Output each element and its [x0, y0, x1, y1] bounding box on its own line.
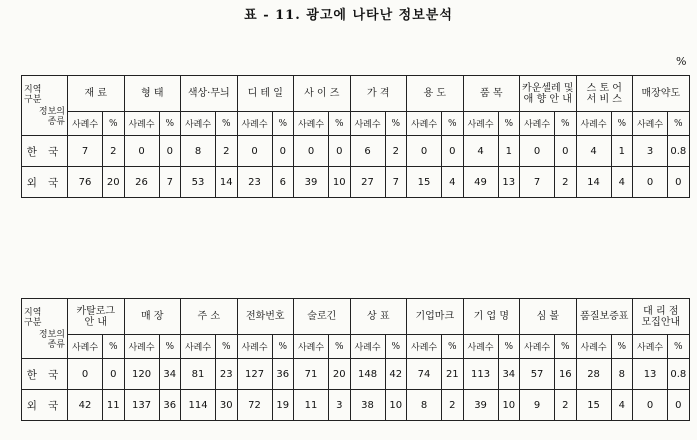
- count-subheader: 사례수: [350, 112, 385, 136]
- count-cell: 0: [237, 136, 272, 167]
- count-subheader: 사례수: [68, 335, 103, 359]
- percent-subheader: %: [498, 335, 520, 359]
- count-subheader: 사례수: [633, 112, 668, 136]
- percent-cell: 21: [442, 359, 464, 390]
- percent-cell: 11: [103, 390, 125, 421]
- percent-cell: 20: [329, 359, 351, 390]
- percent-subheader: %: [385, 335, 407, 359]
- count-cell: 53: [181, 167, 216, 198]
- table-row: [22, 167, 690, 198]
- count-cell: 0: [633, 167, 668, 198]
- corner-bottom-label: [24, 308, 41, 328]
- region-label: 한 국: [22, 136, 68, 167]
- percent-cell: 4: [611, 390, 633, 421]
- count-cell: 28: [576, 359, 611, 390]
- topic-header: 술로긴: [294, 299, 351, 335]
- count-cell: 49: [463, 167, 498, 198]
- percent-cell: 7: [385, 167, 407, 198]
- percent-cell: 8: [611, 359, 633, 390]
- percent-cell: 6: [272, 167, 294, 198]
- topic-header: 스 토 어 서 비 스: [576, 76, 633, 112]
- table-row: [22, 136, 690, 167]
- percent-cell: 1: [498, 136, 520, 167]
- info-table-2: [21, 298, 690, 421]
- count-cell: 15: [576, 390, 611, 421]
- count-subheader: 사례수: [576, 112, 611, 136]
- count-cell: 72: [237, 390, 272, 421]
- corner-top-line2: 종류: [47, 339, 65, 350]
- percent-cell: 0: [668, 167, 690, 198]
- percent-subheader: %: [216, 112, 238, 136]
- count-cell: 26: [124, 167, 159, 198]
- topic-header: 품질보증표: [576, 299, 633, 335]
- topic-header: 카운셀레 및 애 향 안 내: [520, 76, 577, 112]
- count-cell: 8: [181, 136, 216, 167]
- percent-cell: 16: [555, 359, 577, 390]
- corner-bottom-line2: 구분: [24, 317, 42, 328]
- count-cell: 6: [350, 136, 385, 167]
- count-cell: 0: [68, 359, 103, 390]
- percent-subheader: %: [103, 112, 125, 136]
- page-title: 표 - 11. 광고에 나타난 정보분석: [244, 8, 453, 23]
- percent-subheader: %: [329, 112, 351, 136]
- percent-subheader: %: [103, 335, 125, 359]
- percent-subheader: %: [668, 335, 690, 359]
- topic-header: 색상·무늬: [181, 76, 238, 112]
- topic-header: 품 목: [463, 76, 520, 112]
- topic-header: 매장약도: [633, 76, 690, 112]
- corner-bottom-line2: 구분: [24, 94, 42, 105]
- count-subheader: 사례수: [124, 335, 159, 359]
- percent-cell: 4: [611, 167, 633, 198]
- count-cell: 76: [68, 167, 103, 198]
- percent-cell: 2: [385, 136, 407, 167]
- corner-bottom-label: [24, 85, 41, 105]
- count-cell: 0: [633, 390, 668, 421]
- topic-header: 기업마크: [407, 299, 464, 335]
- topic-header: 디 테 일: [237, 76, 294, 112]
- count-cell: 8: [407, 390, 442, 421]
- count-subheader: 사례수: [181, 112, 216, 136]
- count-cell: 7: [68, 136, 103, 167]
- count-cell: 38: [350, 390, 385, 421]
- topic-header: 카탈로그 안 내: [68, 299, 125, 335]
- count-subheader: 사례수: [237, 335, 272, 359]
- count-cell: 4: [576, 136, 611, 167]
- percent-subheader: %: [555, 335, 577, 359]
- topic-header: 가 격: [350, 76, 407, 112]
- count-cell: 39: [294, 167, 329, 198]
- percent-cell: 20: [103, 167, 125, 198]
- count-cell: 114: [181, 390, 216, 421]
- topic-header: 재 료: [68, 76, 125, 112]
- percent-cell: 1: [611, 136, 633, 167]
- percent-cell: 0: [103, 359, 125, 390]
- corner-top-label: [39, 330, 65, 350]
- count-subheader: 사례수: [520, 335, 555, 359]
- corner-top-label: [39, 107, 65, 127]
- percent-subheader: %: [442, 112, 464, 136]
- corner-top-line1: 정보의: [38, 329, 65, 340]
- count-subheader: 사례수: [576, 335, 611, 359]
- count-cell: 15: [407, 167, 442, 198]
- percent-cell: 10: [329, 167, 351, 198]
- topic-header: 매 장: [124, 299, 181, 335]
- count-cell: 7: [520, 167, 555, 198]
- count-cell: 39: [463, 390, 498, 421]
- corner-top-line1: 정보의: [38, 106, 65, 117]
- percent-cell: 34: [159, 359, 181, 390]
- info-table-1: [21, 75, 690, 198]
- percent-subheader: %: [611, 335, 633, 359]
- count-subheader: 사례수: [294, 112, 329, 136]
- count-subheader: 사례수: [181, 335, 216, 359]
- region-label: 외 국: [22, 390, 68, 421]
- region-label: 외 국: [22, 167, 68, 198]
- percent-cell: 7: [159, 167, 181, 198]
- percent-cell: 0.8: [668, 136, 690, 167]
- percent-subheader: %: [216, 335, 238, 359]
- count-cell: 14: [576, 167, 611, 198]
- table-row: [22, 390, 690, 421]
- percent-cell: 2: [216, 136, 238, 167]
- count-cell: 23: [237, 167, 272, 198]
- count-subheader: 사례수: [633, 335, 668, 359]
- corner-cell: [22, 299, 68, 359]
- count-cell: 71: [294, 359, 329, 390]
- count-cell: 137: [124, 390, 159, 421]
- count-subheader: 사례수: [68, 112, 103, 136]
- topic-header: 심 볼: [520, 299, 577, 335]
- topic-header: 주 소: [181, 299, 238, 335]
- count-cell: 13: [633, 359, 668, 390]
- count-subheader: 사례수: [407, 112, 442, 136]
- topic-header: 상 표: [350, 299, 407, 335]
- percent-subheader: %: [442, 335, 464, 359]
- percent-cell: 23: [216, 359, 238, 390]
- corner-bottom-line1: 지역: [24, 307, 42, 318]
- percent-cell: 34: [498, 359, 520, 390]
- percent-cell: 2: [555, 167, 577, 198]
- count-cell: 9: [520, 390, 555, 421]
- percent-cell: 42: [385, 359, 407, 390]
- corner-bottom-line1: 지역: [24, 84, 42, 95]
- count-cell: 0: [520, 136, 555, 167]
- percent-subheader: %: [159, 112, 181, 136]
- topic-header: 전화번호: [237, 299, 294, 335]
- percent-cell: 0: [329, 136, 351, 167]
- table-row: [22, 359, 690, 390]
- percent-cell: 10: [498, 390, 520, 421]
- corner-cell: [22, 76, 68, 136]
- percent-cell: 10: [385, 390, 407, 421]
- count-cell: 113: [463, 359, 498, 390]
- count-cell: 74: [407, 359, 442, 390]
- count-subheader: 사례수: [463, 335, 498, 359]
- region-label: 한 국: [22, 359, 68, 390]
- count-cell: 57: [520, 359, 555, 390]
- percent-subheader: %: [611, 112, 633, 136]
- count-subheader: 사례수: [237, 112, 272, 136]
- count-cell: 11: [294, 390, 329, 421]
- topic-header: 용 도: [407, 76, 464, 112]
- percent-cell: 2: [555, 390, 577, 421]
- percent-subheader: %: [498, 112, 520, 136]
- percent-cell: 36: [159, 390, 181, 421]
- count-subheader: 사례수: [407, 335, 442, 359]
- topic-header: 대 리 점 모집안내: [633, 299, 690, 335]
- percent-subheader: %: [272, 335, 294, 359]
- percent-subheader: %: [329, 335, 351, 359]
- percent-subheader: %: [385, 112, 407, 136]
- count-cell: 27: [350, 167, 385, 198]
- percent-cell: 0.8: [668, 359, 690, 390]
- count-cell: 127: [237, 359, 272, 390]
- percent-cell: 0: [272, 136, 294, 167]
- unit-note: %: [676, 55, 687, 68]
- count-cell: 120: [124, 359, 159, 390]
- count-cell: 4: [463, 136, 498, 167]
- percent-cell: 30: [216, 390, 238, 421]
- percent-cell: 13: [498, 167, 520, 198]
- percent-subheader: %: [272, 112, 294, 136]
- percent-cell: 36: [272, 359, 294, 390]
- count-subheader: 사례수: [350, 335, 385, 359]
- count-cell: 0: [124, 136, 159, 167]
- topic-header: 형 태: [124, 76, 181, 112]
- topic-header: 기 업 명: [463, 299, 520, 335]
- count-cell: 148: [350, 359, 385, 390]
- percent-cell: 19: [272, 390, 294, 421]
- count-cell: 81: [181, 359, 216, 390]
- percent-subheader: %: [159, 335, 181, 359]
- percent-cell: 4: [442, 167, 464, 198]
- count-subheader: 사례수: [520, 112, 555, 136]
- percent-cell: 2: [103, 136, 125, 167]
- corner-top-line2: 종류: [47, 116, 65, 127]
- percent-cell: 0: [668, 390, 690, 421]
- percent-cell: 0: [442, 136, 464, 167]
- percent-cell: 14: [216, 167, 238, 198]
- percent-subheader: %: [668, 112, 690, 136]
- count-subheader: 사례수: [124, 112, 159, 136]
- count-subheader: 사례수: [463, 112, 498, 136]
- percent-cell: 3: [329, 390, 351, 421]
- percent-cell: 0: [555, 136, 577, 167]
- percent-cell: 0: [159, 136, 181, 167]
- topic-header: 사 이 즈: [294, 76, 351, 112]
- count-cell: 3: [633, 136, 668, 167]
- count-cell: 0: [407, 136, 442, 167]
- percent-subheader: %: [555, 112, 577, 136]
- count-subheader: 사례수: [294, 335, 329, 359]
- count-cell: 0: [294, 136, 329, 167]
- percent-cell: 2: [442, 390, 464, 421]
- count-cell: 42: [68, 390, 103, 421]
